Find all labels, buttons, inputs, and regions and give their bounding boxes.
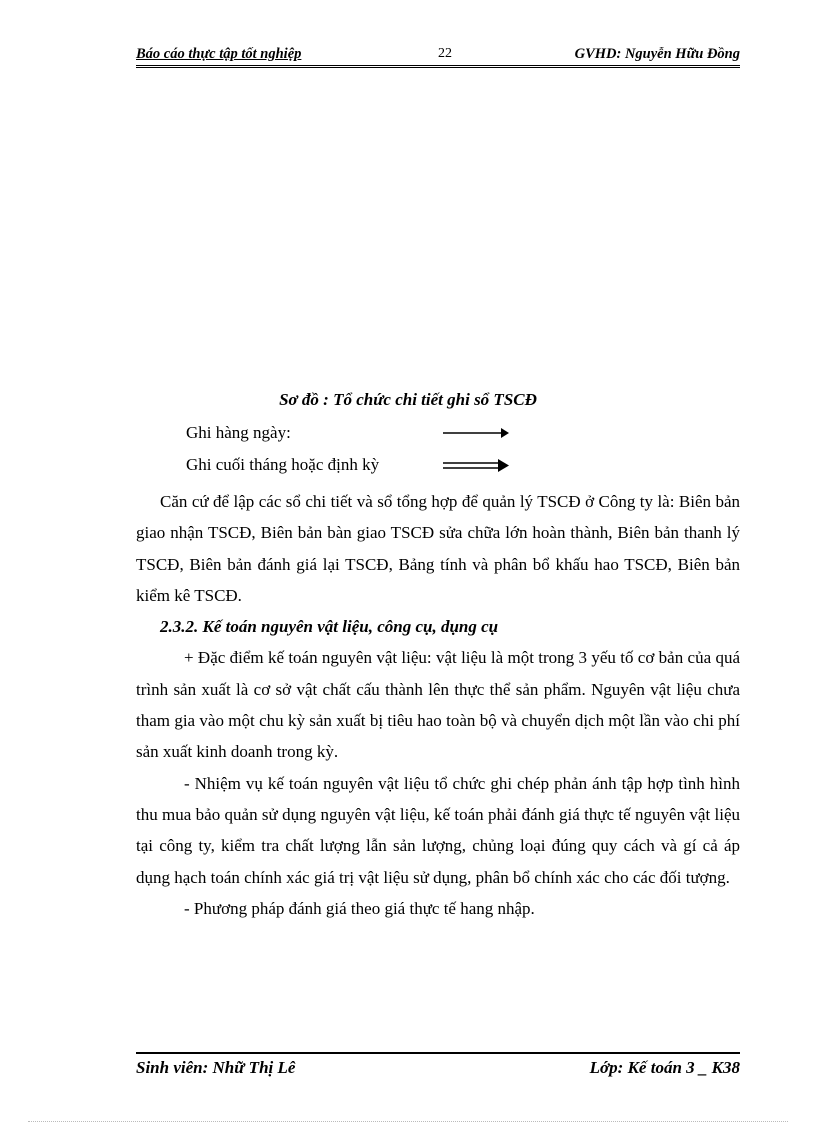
single-arrow-icon xyxy=(443,427,513,439)
student-name: Sinh viên: Nhữ Thị Lê xyxy=(136,1058,296,1077)
body-text xyxy=(136,486,740,924)
supervisor-name: GVHD: Nguyễn Hữu Đồng xyxy=(574,46,740,62)
paragraph-characteristics: + Đặc điểm kế toán nguyên vật liệu: vật liệu là một trong 3 yếu tố cơ bản của quá trình sản xuất là cơ sở vật chất cấu thành lên thực thể sản phẩm. Nguyên vật liệu chưa tham gia vào một chu kỳ sản xuất bị tiêu hao toàn bộ và chuyển dịch một lần vào chi phí sản xuất kinh doanh trong kỳ. xyxy=(136,648,740,762)
paragraph-documents: Căn cứ để lập các sổ chi tiết và sổ tổng hợp để quản lý TSCĐ ở Công ty là: Biên bản giao nhận TSCĐ, Biên bản bàn giao TSCĐ sửa chữa lớn hoàn thành, Biên bản thanh lý TSCĐ, Biên bản đánh giá lại TSCĐ, Bảng tính và phân bổ khấu hao TSCĐ, Biên bản kiểm kê TSCĐ. xyxy=(136,492,740,605)
paragraph-duties: - Nhiệm vụ kế toán nguyên vật liệu tổ chức ghi chép phản ánh tập hợp tình hình thu mua bảo quản sử dụng nguyên vật liệu, kế toán phải đánh giá thực tế nguyên vật liệu tại công ty, kiểm tra chất lượng lẫn sản lượng, chủng loại đúng quy cách và gí cả áp dụng hạch toán chính xác giá trị vật liệu sử dụng, phân bổ chính xác cho các đối tượng. xyxy=(136,773,740,887)
diagram-title: Sơ đồ : Tổ chức chi tiết ghi sổ TSCĐ xyxy=(279,390,537,409)
double-arrow-icon xyxy=(443,458,513,474)
legend-periodic-label: Ghi cuối tháng hoặc định kỳ xyxy=(186,455,380,474)
header-divider xyxy=(136,65,740,68)
page-edge xyxy=(28,1121,788,1122)
class-name: Lớp: Kế toán 3 _ K38 xyxy=(589,1058,740,1077)
page-number: 22 xyxy=(438,46,452,61)
legend-daily-label: Ghi hàng ngày: xyxy=(186,423,291,442)
section-heading: 2.3.2. Kế toán nguyên vật liệu, công cụ, dụng cụ xyxy=(160,617,499,637)
report-title: Báo cáo thực tập tốt nghiệp xyxy=(136,46,302,62)
footer-divider xyxy=(136,1052,740,1054)
paragraph-valuation: - Phương pháp đánh giá theo giá thực tế hang nhập. xyxy=(184,898,535,918)
page-header xyxy=(136,46,740,66)
page-footer xyxy=(136,1058,740,1080)
